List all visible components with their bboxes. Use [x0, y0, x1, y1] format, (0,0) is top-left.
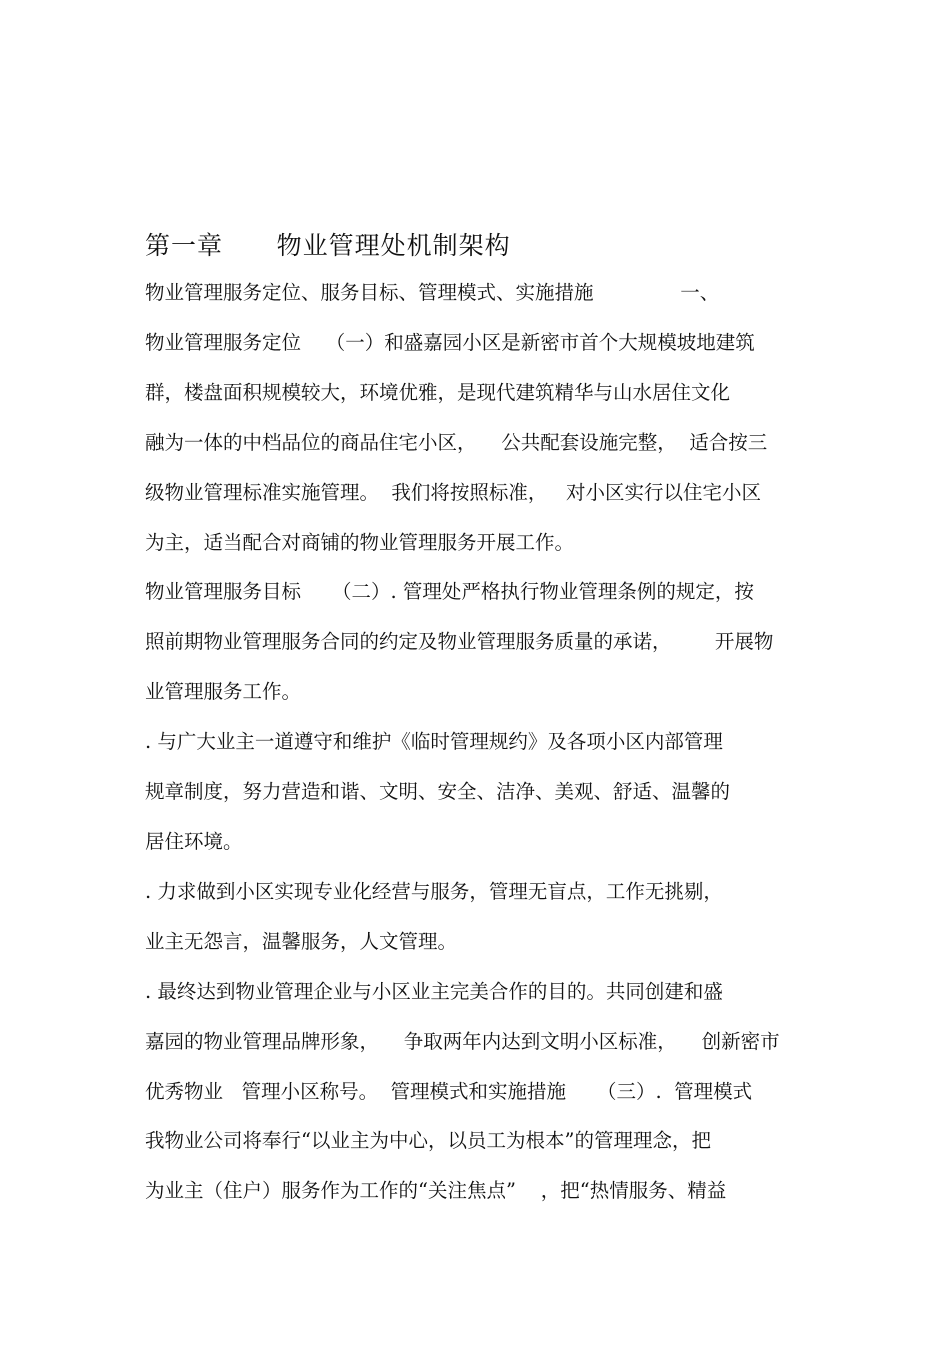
body-line: 物业管理服务定位 （一）和盛嘉园小区是新密市首个大规模坡地建筑 [145, 331, 755, 354]
body-line: 级物业管理标准实施管理。 我们将按照标准， 对小区实行以住宅小区 [145, 481, 761, 504]
body-line: 照前期物业管理服务合同的约定及物业管理服务质量的承诺， 开展物 [145, 630, 774, 653]
body-line: 业管理服务工作。 [145, 680, 302, 703]
body-line: 为主，适当配合对商铺的物业管理服务开展工作。 [145, 531, 575, 554]
body-line: 融为一体的中档品位的商品住宅小区， 公共配套设施完整， 适合按三 [145, 431, 768, 454]
body-line: 为业主（住户）服务作为工作的“关注焦点” ，把“热情服务、精益 [145, 1179, 727, 1202]
body-line: 物业管理服务目标 （二）. 管理处严格执行物业管理条例的规定，按 [145, 580, 754, 603]
body-line: 我物业公司将奉行“以业主为中心，以员工为根本”的管理理念，把 [145, 1129, 711, 1152]
body-line: 物业管理服务定位、服务目标、管理模式、实施措施 一、 [145, 281, 720, 304]
body-line: 群，楼盘面积规模较大，环境优雅，是现代建筑精华与山水居住文化 [145, 381, 731, 404]
body-line: . 与广大业主一道遵守和维护《临时管理规约》及各项小区内部管理 [145, 730, 723, 753]
body-line: . 最终达到物业管理企业与小区业主完美合作的目的。共同创建和盛 [145, 980, 723, 1003]
body-line: 居住环境。 [145, 830, 243, 853]
body-line: 规章制度，努力营造和谐、文明、安全、洁净、美观、舒适、温馨的 [145, 780, 731, 803]
body-line: 嘉园的物业管理品牌形象， 争取两年内达到文明小区标准， 创新密市 [145, 1030, 780, 1053]
body-line: 业主无怨言，温馨服务，人文管理。 [145, 930, 458, 953]
chapter-title: 第一章 物业管理处机制架构 [145, 231, 511, 260]
body-line: . 力求做到小区实现专业化经营与服务，管理无盲点，工作无挑剔， [145, 880, 723, 903]
body-line: 优秀物业 管理小区称号。 管理模式和实施措施 （三）. 管理模式 [145, 1080, 753, 1103]
